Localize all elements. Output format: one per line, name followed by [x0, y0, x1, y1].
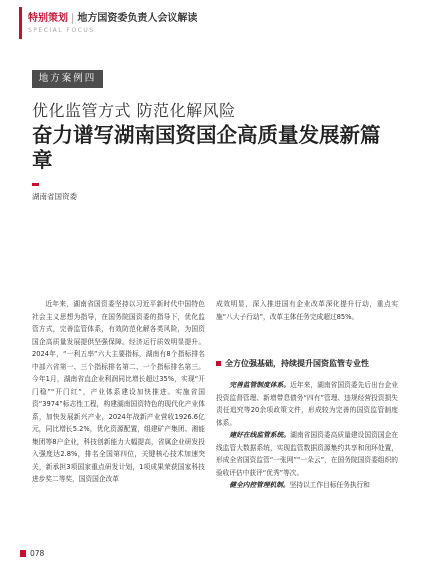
article-subtitle: 优化监管方式 防范化解风险 [32, 101, 236, 120]
right-paragraph-2 [216, 429, 398, 479]
header-subtitle: 地方国资委负责人会议解读 [77, 13, 198, 24]
paragraph-lead: 健全内控管理机制。 [229, 481, 290, 489]
section-heading [216, 358, 398, 369]
page-number-marker [20, 550, 26, 557]
header-title [28, 9, 197, 24]
right-column-top [216, 298, 398, 323]
section-heading-text: 全方位强基础，持续提升国资监管专业性 [225, 359, 369, 368]
right-paragraph-1 [216, 379, 398, 429]
header-accent-bar [19, 7, 22, 39]
section-bullet-icon [216, 361, 221, 366]
author: 湖南省国资委 [32, 192, 77, 201]
case-tag: 地方案例四 [32, 70, 103, 88]
paragraph-lead: 完善监管制度体系。 [229, 381, 291, 389]
left-column [32, 298, 205, 486]
author-marker [32, 183, 39, 186]
header-english: SPECIAL FOCUS [28, 27, 95, 34]
header-separator: | [71, 13, 75, 24]
paragraph-text: 坚持以工作目标任务执行和 [289, 481, 370, 489]
paragraph-text: 近年来，湖南省国资委先后出台企业投资监督管理、新增带息债务“四有”管理、违规经营投资损失责任追究等20余项政策文件，形成较为完善的国资监管制度体系。 [216, 381, 399, 427]
paragraph-text: 湖南省国资委高质量建设国资国企在线监管大数据系统，实现监管数据资源集约共享和闭环处置，形成全省国资监管“一张网”“一朵云”，在国务院国资委组织的验收评估中获评“优秀”等次。 [216, 431, 399, 477]
paragraph-lead: 建好在线监管系统。 [229, 431, 291, 439]
right-column-body [216, 379, 398, 492]
right-paragraph-continued: 成效明显，深入推进国有企业改革深化提升行动，重点实施“八大子行动”，改革主体任务完成超过85%。 [216, 300, 398, 321]
right-paragraph-3 [216, 479, 398, 492]
left-paragraph: 近年来，湖南省国资委坚持以习近平新时代中国特色社会主义思想为指导，在国务院国资委的指导下，优化监管方式，完善监管体系，有效防范化解各类风险，为国资国企高质量发展提供坚强保障。经济运行质效明显提升。2024年，“一利五率”六大主要指标，湖南有8个指标排名中部六省第一、三个指标排名第二、一个指标排名第三。今年1月，湖南省直企业利润同比增长超过35%，实现“开门稳”“开门红”，产业体系建设加快推进。实施省国资“3974”标志性工程，构建湖南国资特色的现代化产业体系，加快发展新兴产业，2024年战新产业营收1926.6亿元，同比增长5.2%，优化资源配置，组建矿产集团、湘能集团等8户企业，科技创新能力大幅提高，省属企业研发投入强度达2.8%，排名全国第四位，关键核心技术加速突关，新承担3项国家重点研发计划，1项成果荣获国家科技进步奖二等奖，国资国企改革 [32, 300, 205, 483]
page-number: 078 [30, 549, 45, 558]
article-title: 奋力谱写湖南国资国企高质量发展新篇章 [32, 123, 381, 172]
header-section: 特别策划 [28, 13, 68, 24]
